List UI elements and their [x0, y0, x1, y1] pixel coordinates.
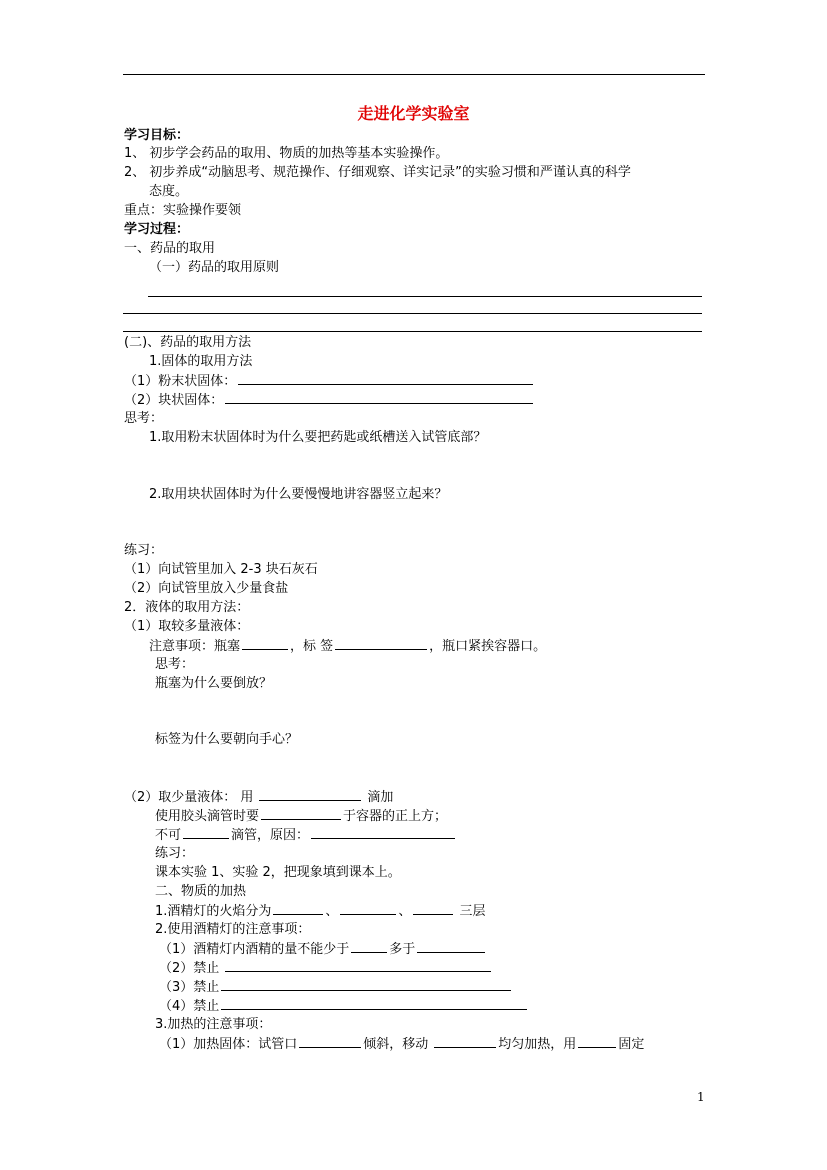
practice-item-1: （1）向试管里加入 2-3 块石灰石 — [124, 562, 318, 577]
fill-blank — [578, 1035, 616, 1048]
dropper-line — [155, 807, 447, 826]
ban-text: （4）禁止 — [159, 999, 220, 1014]
fill-blank — [225, 391, 533, 404]
focus: 重点：实验操作要领 — [124, 203, 242, 218]
ban-line-2 — [159, 959, 493, 978]
fill-blank — [225, 959, 491, 972]
think-label: 思考： — [155, 657, 195, 672]
alcohol-text-a: （1）酒精灯内酒精的量不能少于 — [159, 942, 350, 957]
ban-line-4 — [159, 997, 529, 1016]
fill-blank — [273, 902, 323, 915]
fill-blank — [183, 826, 229, 839]
heat-text-c: 均匀加热，用 — [498, 1037, 577, 1052]
fill-blank — [434, 1035, 496, 1048]
section-1-1-heading: （一）药品的取用原则 — [149, 260, 280, 275]
alcohol-text-b: 多于 — [389, 942, 416, 957]
flame-line — [155, 902, 485, 921]
notes-text-a: 注意事项：瓶塞 — [149, 639, 241, 654]
answer-line — [123, 331, 702, 332]
process-heading: 学习过程： — [124, 222, 190, 237]
fill-blank — [238, 372, 533, 385]
fill-blank — [221, 997, 527, 1010]
heat-text-d: 固定 — [618, 1037, 645, 1052]
goal-2: 2、 初步养成“动脑思考、规范操作、仔细观察、详实记录”的实验习惯和严谨认真的科学 — [124, 165, 631, 180]
dropper-text-b: 于容器的正上方； — [343, 809, 448, 824]
goal-1: 1、 初步学会药品的取用、物质的加热等基本实验操作。 — [124, 146, 449, 161]
separator: 、 — [325, 904, 339, 919]
fill-blank — [259, 788, 361, 801]
liquid-heading: 2．液体的取用方法： — [124, 600, 250, 615]
fill-blank — [351, 940, 387, 953]
answer-line — [123, 313, 702, 314]
question-3: 瓶塞为什么要倒放？ — [155, 676, 273, 691]
textbook-note: 课本实验 1、实验 2，把现象填到课本上。 — [155, 865, 401, 880]
block-label: （2）块状固体： — [124, 393, 224, 408]
less-liquid-text-a: （2）取少量液体： 用 — [124, 790, 254, 805]
fill-blank — [335, 637, 427, 650]
fill-blank — [311, 826, 455, 839]
goals-heading: 学习目标： — [124, 128, 190, 143]
cannot-text-b: 滴管，原因： — [231, 828, 310, 843]
ban-text: （2）禁止 — [159, 961, 220, 976]
cannot-text-a: 不可 — [155, 828, 182, 843]
less-liquid-line — [124, 788, 393, 807]
notes-line — [149, 637, 546, 656]
powder-label: （1）粉末状固体： — [124, 374, 237, 389]
heat-text-b: 倾斜，移动 — [363, 1037, 429, 1052]
question-2: 2.取用块状固体时为什么要慢慢地讲容器竖立起来？ — [149, 487, 448, 502]
notes-text-b: ，标 签 — [290, 639, 334, 654]
section-2-heading: 二、物质的加热 — [155, 884, 247, 899]
notes-text-c: ，瓶口紧挨容器口。 — [429, 639, 547, 654]
fill-blank — [261, 807, 341, 820]
section-1-heading: 一、药品的取用 — [124, 241, 216, 256]
flame-text-b: 三层 — [459, 904, 486, 919]
fill-blank — [221, 978, 511, 991]
header-rule — [123, 74, 705, 75]
fill-blank — [417, 940, 485, 953]
fill-blank — [340, 902, 396, 915]
practice-label: 练习： — [124, 543, 164, 558]
cannot-line — [155, 826, 457, 845]
ban-line-3 — [159, 978, 513, 997]
block-line — [124, 391, 535, 410]
practice-label: 练习： — [155, 846, 195, 861]
less-liquid-text-b: 滴加 — [367, 790, 394, 805]
separator: 、 — [398, 904, 412, 919]
powder-line — [124, 372, 535, 391]
page-title: 走进化学实验室 — [357, 104, 470, 123]
answer-line — [148, 296, 702, 297]
fill-blank — [242, 637, 288, 650]
ban-text: （3）禁止 — [159, 980, 220, 995]
page-number: 1 — [697, 1090, 705, 1104]
section-1-2-heading: (二)、药品的取用方法 — [124, 335, 252, 350]
heat-solid-line — [159, 1035, 644, 1054]
more-liquid-heading: （1）取较多量液体： — [124, 619, 250, 634]
heat-notes-heading: 3.加热的注意事项： — [155, 1017, 272, 1032]
dropper-text-a: 使用胶头滴管时要 — [155, 809, 260, 824]
heat-text-a: （1）加热固体：试管口 — [159, 1037, 298, 1052]
practice-item-2: （2）向试管里放入少量食盐 — [124, 581, 289, 596]
flame-text-a: 1.酒精灯的火焰分为 — [155, 904, 272, 919]
lamp-notes-heading: 2.使用酒精灯的注意事项： — [155, 922, 311, 937]
question-4: 标签为什么要朝向手心？ — [155, 732, 299, 747]
goal-2-cont: 态度。 — [149, 184, 189, 199]
question-1: 1.取用粉末状固体时为什么要把药匙或纸槽送入试管底部？ — [149, 430, 487, 445]
fill-blank — [299, 1035, 361, 1048]
fill-blank — [413, 902, 453, 915]
solid-heading: 1.固体的取用方法 — [149, 354, 253, 369]
think-label: 思考： — [124, 411, 164, 426]
alcohol-line — [159, 940, 487, 959]
